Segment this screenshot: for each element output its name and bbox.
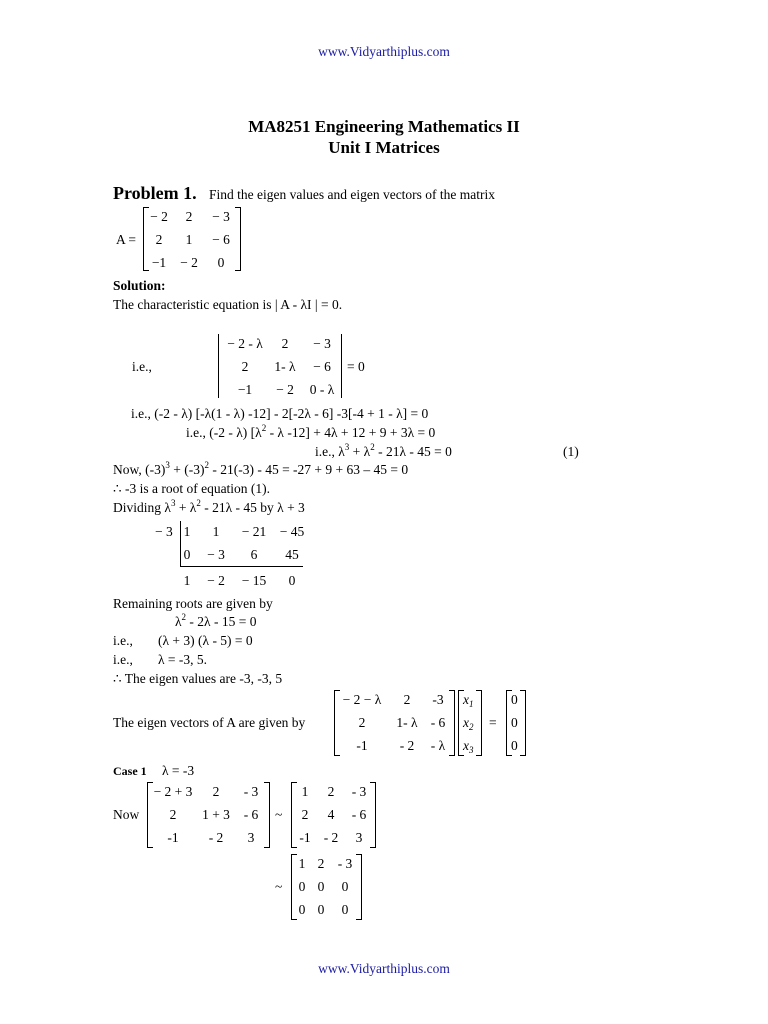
zero-vector-cell: 0 [511, 715, 518, 730]
zero-vector-right-bracket [520, 690, 526, 756]
synthetic-cell: − 45 [279, 524, 305, 539]
case-matrix1-cell: 2 [212, 784, 220, 799]
matrix-label: A = [116, 232, 136, 247]
synthetic-result-line [180, 566, 303, 567]
case-matrix2-cell: - 3 [351, 784, 367, 799]
root-statement: ∴ -3 is a root of equation (1). [113, 481, 271, 496]
determinant-equals: = 0 [347, 359, 365, 374]
header-link[interactable]: www.Vidyarthiplus.com [318, 44, 450, 59]
determinant-left-bar [218, 334, 219, 398]
determinant-cell: − 3 [313, 336, 331, 351]
x2-variable: $x_2$ [463, 715, 474, 732]
case-matrix1-cell: 3 [247, 830, 255, 845]
values-label: i.e., [113, 652, 133, 667]
lambda-values: λ = -3, 5. [158, 652, 208, 667]
case-matrix2-cell: - 2 [323, 830, 339, 845]
vector-matrix-cell: -1 [356, 738, 368, 753]
case-matrix1-cell: 2 [169, 807, 177, 822]
synthetic-cell: 1 [183, 524, 191, 539]
x1-variable: $x_1$ [463, 692, 474, 709]
synthetic-cell: 6 [250, 547, 258, 562]
determinant-cell: 0 - λ [309, 382, 335, 397]
characteristic-equation-text: The characteristic equation is | A - λI | = 0. [113, 297, 343, 312]
matrix-a-cell: − 2 [180, 255, 198, 270]
matrix-a-cell: − 3 [212, 209, 230, 224]
eigen-values-statement: ∴ The eigen values are -3, -3, 5 [113, 671, 283, 686]
case-matrix2-cell: 4 [327, 807, 335, 822]
case-matrix2-cell: 1 [301, 784, 309, 799]
synthetic-cell: − 2 [207, 573, 225, 588]
vector-matrix-cell: 1- λ [396, 715, 418, 730]
step-expansion: i.e., (-2 - λ) [-λ(1 - λ) -12] - 2[-2λ - 6] -3[-4 + 1 - λ] = 0 [131, 406, 429, 421]
case-matrix3-cell: - 3 [337, 856, 353, 871]
case-matrix2-cell: -1 [299, 830, 311, 845]
case-lambda: λ = -3 [162, 763, 195, 778]
synthetic-cell: 0 [183, 547, 191, 562]
determinant-cell: 1- λ [274, 359, 296, 374]
solution-heading: Solution: [113, 278, 166, 293]
now-label: Now [113, 807, 140, 822]
case-matrix2-cell: 2 [301, 807, 309, 822]
case-matrix2-cell: - 6 [351, 807, 367, 822]
case-matrix3-cell: 0 [298, 902, 306, 917]
x3-variable: $x_3$ [463, 738, 474, 755]
vector-equals: = [489, 715, 497, 730]
zero-vector-cell: 0 [511, 692, 518, 707]
vector-matrix-cell: -3 [432, 692, 444, 707]
vector-matrix-cell: 2 [358, 715, 366, 730]
dividing-statement: Dividing $\lambda^3 + \lambda^2 - 21\lambda - 45$ by λ + 3 [113, 498, 305, 515]
footer-link[interactable]: www.Vidyarthiplus.com [318, 961, 450, 976]
case-matrix3-cell: 2 [317, 856, 325, 871]
case-matrix3-cell: 0 [341, 902, 349, 917]
quadratic-equation: $\lambda^2 - 2\lambda - 15 = 0$ [175, 612, 257, 629]
determinant-cell: − 6 [313, 359, 331, 374]
synthetic-cell: 1 [183, 573, 191, 588]
factor-label: i.e., [113, 633, 133, 648]
unit-title: Unit I Matrices [328, 138, 440, 157]
problem-label: Problem 1. [113, 183, 197, 203]
vector-matrix-cell: - λ [430, 738, 446, 753]
equation-number: (1) [563, 444, 579, 459]
synthetic-cell: 0 [288, 573, 296, 588]
eigen-vectors-text: The eigen vectors of A are given by [113, 715, 306, 730]
case-matrix3-cell: 1 [298, 856, 306, 871]
synthetic-cell: − 15 [241, 573, 267, 588]
tilde-equivalent: ~ [275, 807, 283, 822]
now-substitution: Now, $(-3)^3 + (-3)^2 - 21(-3) - 45 = -27 + 9 + 63 - 45 = 0$ [113, 460, 409, 477]
matrix-a-cell: − 6 [212, 232, 230, 247]
synthetic-cell: 45 [285, 547, 299, 562]
vector-matrix-cell: 2 [403, 692, 411, 707]
case-matrix1-cell: - 2 [208, 830, 224, 845]
synthetic-divisor: − 3 [155, 524, 173, 539]
tilde-equivalent: ~ [275, 879, 283, 894]
vector-matrix-cell: − 2 − λ [342, 692, 382, 707]
case-matrix2-cell: 3 [355, 830, 363, 845]
step-simplify: i.e., (-2 - λ) [$\lambda^2$ - λ -12] + 4λ + 12 + 9 + 3λ = 0 [186, 423, 436, 440]
zero-vector-cell: 0 [511, 738, 518, 753]
matrix-a-cell: 1 [185, 232, 193, 247]
case-matrix1-cell: − 2 + 3 [153, 784, 193, 799]
step-cubic: i.e., $\lambda^3 + \lambda^2 - 21\lambda - 45 = 0$ [315, 442, 452, 459]
case-matrix1-cell: -1 [167, 830, 179, 845]
determinant-cell: 2 [281, 336, 289, 351]
vector-matrix-cell: - 6 [430, 715, 446, 730]
case-matrix3-cell: 0 [317, 902, 325, 917]
case-matrix1-cell: 1 + 3 [202, 807, 230, 822]
matrix-a-cell: − 2 [150, 209, 168, 224]
determinant-cell: 2 [241, 359, 249, 374]
x-vector-right-bracket [476, 690, 482, 756]
matrix-a-cell: 2 [185, 209, 193, 224]
vector-matrix-cell: - 2 [399, 738, 415, 753]
case-matrix3-cell: 0 [298, 879, 306, 894]
determinant-cell: − 2 - λ [227, 336, 263, 351]
document-title: MA8251 Engineering Mathematics II [248, 117, 520, 136]
matrix-a-cell: 2 [155, 232, 163, 247]
matrix-a-cell: −1 [151, 255, 167, 270]
determinant-cell: − 2 [276, 382, 294, 397]
factor-equation: (λ + 3) (λ - 5) = 0 [158, 633, 253, 648]
case-label: Case 1 [113, 764, 147, 778]
case-matrix1-cell: - 6 [243, 807, 259, 822]
remaining-roots-text: Remaining roots are given by [113, 596, 273, 611]
synthetic-cell: − 3 [207, 547, 225, 562]
synthetic-cell: − 21 [241, 524, 267, 539]
case-matrix1-cell: - 3 [243, 784, 259, 799]
determinant-cell: −1 [237, 382, 253, 397]
matrix-a-cell: 0 [217, 255, 225, 270]
case-matrix3-cell: 0 [317, 879, 325, 894]
case-matrix2-cell: 2 [327, 784, 335, 799]
case-matrix3-cell: 0 [341, 879, 349, 894]
ie-label: i.e., [132, 359, 152, 374]
problem-text: Find the eigen values and eigen vectors of the matrix [209, 187, 496, 202]
synthetic-cell: 1 [212, 524, 220, 539]
